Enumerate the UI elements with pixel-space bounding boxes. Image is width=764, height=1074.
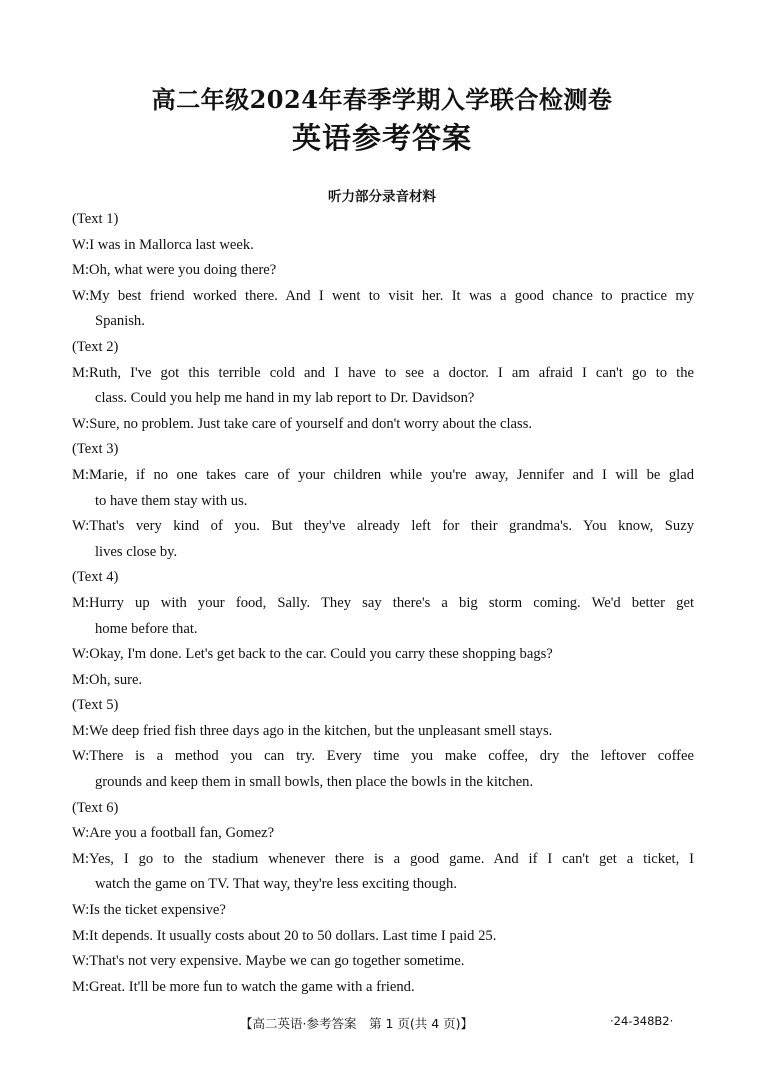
transcript-line: watch the game on TV. That way, they're less exciting though. <box>95 876 457 893</box>
transcript-line: W:Are you a football fan, Gomez? <box>72 825 275 842</box>
footer-exam-code: ·24-348B2· <box>610 1014 674 1028</box>
transcript-line: to have them stay with us. <box>95 492 248 509</box>
transcript-line: M:It depends. It usually costs about 20 to 50 dollars. Last time I paid 25. <box>72 927 497 944</box>
section-title: 听力部分录音材料 <box>328 189 436 205</box>
transcript-line: M:Ruth, I've got this terrible cold and I have to see a doctor. I am afraid I can't go to the <box>72 364 694 381</box>
transcript-line: W:That's not very expensive. Maybe we can go together sometime. <box>72 953 465 970</box>
transcript-line: M:Marie, if no one takes care of your children while you're away, Jennifer and I will be glad <box>72 466 694 483</box>
transcript-line: Spanish. <box>95 313 145 330</box>
transcript-line: grounds and keep them in small bowls, then place the bowls in the kitchen. <box>95 774 534 791</box>
transcript-line: M:Oh, what were you doing there? <box>72 262 277 279</box>
footer-page-info: 【高二英语·参考答案 第 1 页(共 4 页)】 <box>240 1016 474 1031</box>
transcript-line: lives close by. <box>95 543 178 560</box>
page-footer <box>0 1010 764 1034</box>
transcript-line: W:There is a method you can try. Every time you make coffee, dry the leftover coffee <box>72 748 694 765</box>
listening-transcript <box>72 207 694 1000</box>
transcript-line: W:My best friend worked there. And I went to visit her. It was a good chance to practice my <box>72 287 694 304</box>
document-subtitle: 英语参考答案 <box>291 121 472 155</box>
text-section-label: (Text 5) <box>72 697 119 714</box>
transcript-line: M:Hurry up with your food, Sally. They say there's a big storm coming. We'd better get <box>72 594 694 611</box>
document-title: 高二年级2024年春季学期入学联合检测卷 <box>151 85 613 114</box>
transcript-line: W:I was in Mallorca last week. <box>72 236 254 253</box>
text-section-label: (Text 1) <box>72 211 119 227</box>
transcript-line: M:Great. It'll be more fun to watch the game with a friend. <box>72 978 415 995</box>
transcript-line: class. Could you help me hand in my lab report to Dr. Davidson? <box>95 390 475 407</box>
transcript-line: M:Oh, sure. <box>72 671 143 688</box>
transcript-line: W:Sure, no problem. Just take care of yourself and don't worry about the class. <box>72 415 533 432</box>
text-section-label: (Text 6) <box>72 799 119 816</box>
text-section-label: (Text 4) <box>72 569 119 586</box>
transcript-line: M:Yes, I go to the stadium whenever there is a good game. And if I can't get a ticket, I <box>72 850 694 867</box>
text-section-label: (Text 3) <box>72 441 119 458</box>
transcript-line: W:Okay, I'm done. Let's get back to the car. Could you carry these shopping bags? <box>72 646 553 663</box>
transcript-line: M:We deep fried fish three days ago in the kitchen, but the unpleasant smell stays. <box>72 722 553 739</box>
text-section-label: (Text 2) <box>72 338 119 355</box>
transcript-line: W:That's very kind of you. But they've already left for their grandma's. You know, Suzy <box>72 518 694 535</box>
transcript-line: home before that. <box>95 620 198 637</box>
transcript-line: W:Is the ticket expensive? <box>72 902 226 919</box>
